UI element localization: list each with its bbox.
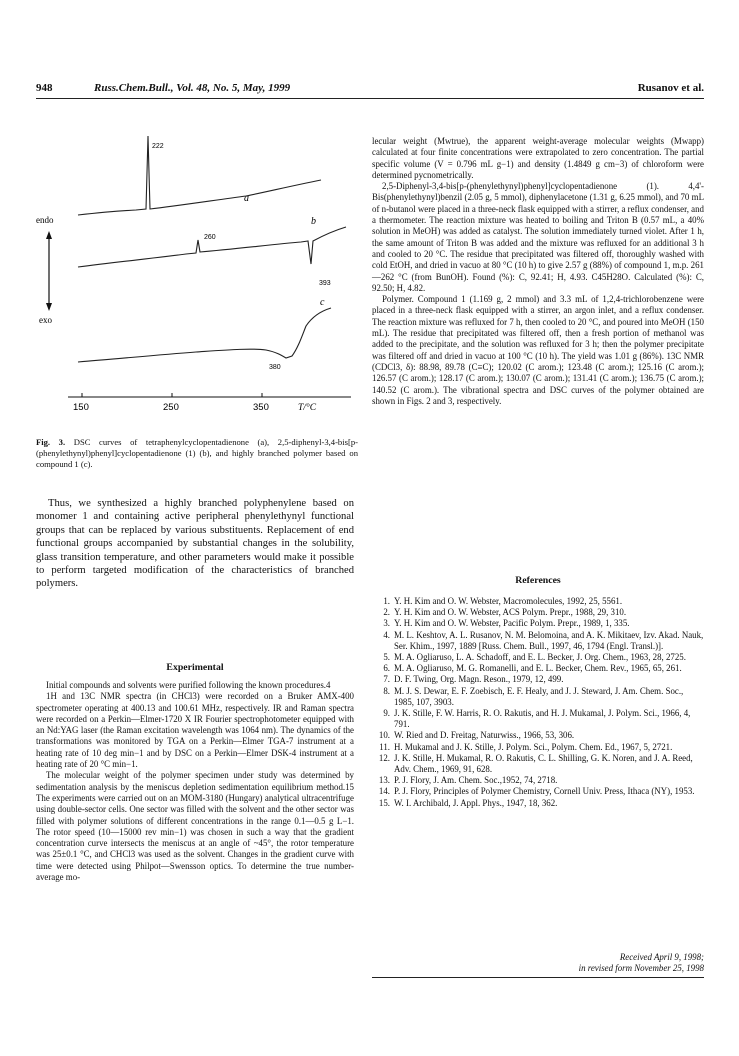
reference-number: 10. [378,730,390,741]
peak-label-260: 260 [204,234,216,241]
journal-citation: Russ.Chem.Bull., Vol. 48, No. 5, May, 1999 [94,82,291,94]
experimental-paragraph: Initial compounds and solvents were purified following the known procedures.4 [46,680,331,690]
reference-item [372,607,704,618]
curve-c [78,308,331,362]
reference-number: 15. [378,797,390,808]
received-date: Received April 9, 1998; [619,952,704,962]
x-tick-label: 150 [73,402,89,413]
reference-item [372,775,704,786]
x-tick-label: 350 [253,402,269,413]
reference-item [372,786,704,797]
reference-item [372,686,704,708]
peak-label-222: 222 [152,143,164,150]
curve-a-label: a [244,193,249,204]
references-heading: References [515,575,561,586]
reference-number: 3. [383,618,390,629]
reference-item [372,798,704,809]
polymer-paragraph: Polymer. Compound 1 (1.169 g, 2 mmol) and 3.3 mL of 1,2,4-trichlorobenzene were placed in a three-neck flask equipped with a stirrer, an argon inlet, and a reflux condenser. The reaction mixture was refluxed for 7 h, then cooled to 20 °C, and poured into MeOH (150 mL). The residue that precipitated was filtered off, then a fresh portion of methanol was added to the precipitate, and the solution was refluxed for 3 h; then the polymer precipitate was filtered off and dried in vacuo at 100 °C (10 h). The yield was 1.01 g (86%). 13C NMR (CDCl3, δ): 88.98, 89.78 (C≡C); 120.02 (C arom.); 123.48 (C arom.); 125.16 (C arom.); 126.57 (C arom.); 128.17 (C arom.); 130.07 (C arom.); 131.41 (C arom.); 136.75 (C arom.); 140.52 (C arom.). The vibrational spectra and DSC curves of the polymer obtained are shown in Figs. 2 and 3, respectively. [372,294,704,406]
reference-number: 6. [383,663,390,674]
reference-number: 7. [383,674,390,685]
experimental-heading: Experimental [166,662,224,673]
reference-item [372,742,704,753]
reference-text: Y. H. Kim and O. W. Webster, ACS Polym. Prepr., 1988, 29, 310. [394,607,627,618]
reference-list [372,596,704,809]
figure-caption [36,437,358,471]
page-number: 948 [36,82,53,94]
reference-item [372,652,704,663]
reference-number: 5. [383,652,390,663]
reference-item [372,618,704,629]
reference-number: 9. [383,708,390,719]
reference-number: 14. [378,786,390,797]
figure-caption-label: Fig. 3. [36,437,66,447]
arrow-down-icon [46,303,52,311]
conclusion-paragraph-block [36,497,354,591]
reference-text: M. A. Ogliaruso, L. A. Schadoff, and E. L. Becker, J. Org. Chem., 1963, 28, 2725. [394,652,686,663]
reference-number: 12. [378,752,390,763]
reference-number: 11. [379,741,390,752]
endo-label: endo [36,215,54,225]
reference-text: Y. H. Kim and O. W. Webster, Macromolecules, 1992, 25, 5561. [394,596,623,606]
reference-text: P. J. Flory, Principles of Polymer Chemistry, Cornell Univ. Press, Ithaca (NY), 1953. [394,786,695,797]
reference-text: P. J. Flory, J. Am. Chem. Soc.,1952, 74, 2718. [394,775,558,786]
experimental-paragraph: 1H and 13C NMR spectra (in CHCl3) were recorded on a Bruker AMX-400 spectrometer operating at 400.13 and 100.61 MHz, respectively. IR and Raman spectra were recorded on a Perkin—Elmer-1720 X IR Fourier spectrophotometer equipped with an Nd:YAG laser (the Raman excitation wavelength was 1064 nm). The dynamics of the transformations was monitored by TGA on a Perkin—Elmer TGA-7 instrument at a heating rate of 10 deg min−1 and by DSC on a Perkin—Elmer DSK-4 instrument at a heating rate of 20 °C min−1. [36,691,354,770]
reference-item [372,753,704,775]
reference-text: Y. H. Kim and O. W. Webster, Pacific Polym. Prepr., 1989, 1, 335. [394,618,630,629]
reference-item [372,663,704,674]
received-dates [372,952,704,974]
reference-text: M. L. Keshtov, A. L. Rusanov, N. M. Belomoina, and A. K. Mikitaev, Izv. Akad. Nauk, Ser. Khim., 1997, 1889 [Russ. Chem. Bull., 1997, 46, 1794 (Engl. Transl.)]. [394,629,704,651]
experimental-paragraph: The molecular weight of the polymer specimen under study was determined by sedimentation analysis by the meniscus depletion sedimentation equilibrium method.15 The experiments were carried out on an MOM-3180 (Hungary) analytical ultracentrifuge using double-sector cells. One sector was filled with the solvent and the other sector was filled with polymer solutions of different concentrations in the range 0.1—0.5 g L−1. The rotor speed (10—15000 rev min−1) was chosen in such a way that the gradient concentration curve intersects the meniscus at an angle of ~45°, the rotor temperature was 25±0.1 °C, and CHCl3 was used as the solvent. Changes in the gradient curve with time were detected using Philpot—Swensson optics. To determine the true number-average mo- [36,770,354,883]
reference-item [372,630,704,652]
reference-item [372,708,704,730]
peak-label-380: 380 [269,364,281,371]
running-authors: Rusanov et al. [637,82,704,94]
curve-b-label: b [311,216,316,227]
figure-caption-text: DSC curves of tetraphenylcyclopentadienone (a), 2,5-diphenyl-3,4-bis[p-(phenylethynyl)phenyl]cyclopentadienone (1) (b), and highly branched polymer based on compound 1 (c). [36,437,358,470]
page-header [36,82,704,96]
reference-text: J. K. Stille, H. Mukamal, R. O. Rakutis, C. L. Shilling, G. K. Noren, and J. A. Reed, Adv. Chem., 1969, 91, 628. [394,752,693,775]
reference-text: M. A. Ogliaruso, M. G. Romanelli, and E. L. Becker, Chem. Rev., 1965, 65, 261. [394,663,682,674]
synthesis-paragraph: 2,5-Diphenyl-3,4-bis[p-(phenylethynyl)phenyl]cyclopentadienone (1). 4,4'-Bis(phenylethynyl)benzil (2.05 g, 5 mmol), diphenylacetone (1.31 g, 6.25 mmol), and 70 mL of n-butanol were placed in a three-neck flask equipped with a stirrer, a reflux condenser, and a thermometer. The reaction mixture was heated to boiling and Triton B (0.57 mL, a 40% solution in MeOH) was added as catalyst. The solution immediately turned violet. After 1 h, the same amount of Triton B was added and the mixture was refluxed for an additional 3 h and cooled to 20 °C. The residue that precipitated was filtered off, thoroughly washed with cold EtOH, and dried in vacuo at 80 °C (10 h) to give 2.57 g (88%) of compound 1, m.p. 261—262 °C (from BunOH). Found (%): C, 92.41; H, 4.93. C45H28O. Calculated (%): C, 92.50; H, 4.82. [372,181,704,293]
x-tick-label: 250 [163,402,179,413]
reference-item [372,596,704,607]
experimental-section [36,680,354,883]
reference-text: W. Ried and D. Freitag, Naturwiss., 1966, 53, 306. [394,730,575,741]
bottom-rule [372,977,704,978]
dsc-plot [36,112,366,432]
curve-b [78,227,346,267]
peak-label-393: 393 [319,280,331,287]
reference-number: 1. [383,596,390,606]
right-column-text [372,136,704,407]
reference-number: 2. [383,607,390,618]
reference-text: W. I. Archibald, J. Appl. Phys., 1947, 18, 362. [394,797,558,808]
x-axis-label: T/°C [298,403,317,413]
curve-c-label: c [320,297,325,308]
dsc-figure [36,112,366,432]
reference-number: 13. [378,775,390,786]
reference-text: H. Mukamal and J. K. Stille, J. Polym. Sci., Polym. Chem. Ed., 1967, 5, 2721. [394,741,673,752]
header-rule [36,98,704,99]
curve-a [78,136,321,215]
reference-text: M. J. S. Dewar, E. F. Zoebisch, E. F. Healy, and J. J. Steward, J. Am. Chem. Soc., 1985, 107, 3903. [394,685,684,707]
exo-label: exo [39,315,52,325]
reference-item [372,674,704,685]
reference-number: 8. [383,685,390,696]
reference-item [372,730,704,741]
body-paragraph: lecular weight (Mwtrue), the apparent weight-average molecular weights (Mwapp) calculated at four finite concentrations were extrapolated to zero concentration. The partial specific volume (V = 0.796 mL g−1) and density (1.4849 g cm−3) of chloroform were determined pycnometrically. [372,136,704,180]
conclusion-paragraph: Thus, we synthesized a highly branched polyphenylene based on monomer 1 and containing active peripheral phenylethynyl functional groups that can be replaced by various substituents. Replacement of end functional groups accompanied by substantial changes in the solubility, glass transition temperature, and other parameters would make it possible to perform targeted modification of the characteristics of branched polymers. [36,498,354,590]
arrow-up-icon [46,231,52,239]
reference-number: 4. [383,629,390,640]
reference-text: D. F. Twing, Org. Magn. Reson., 1979, 12, 499. [394,674,564,685]
revised-date: in revised form November 25, 1998 [578,963,704,974]
reference-text: J. K. Stille, F. W. Harris, R. O. Rakutis, and H. J. Mukamal, J. Polym. Sci., 1966, 4, 791. [394,708,691,730]
